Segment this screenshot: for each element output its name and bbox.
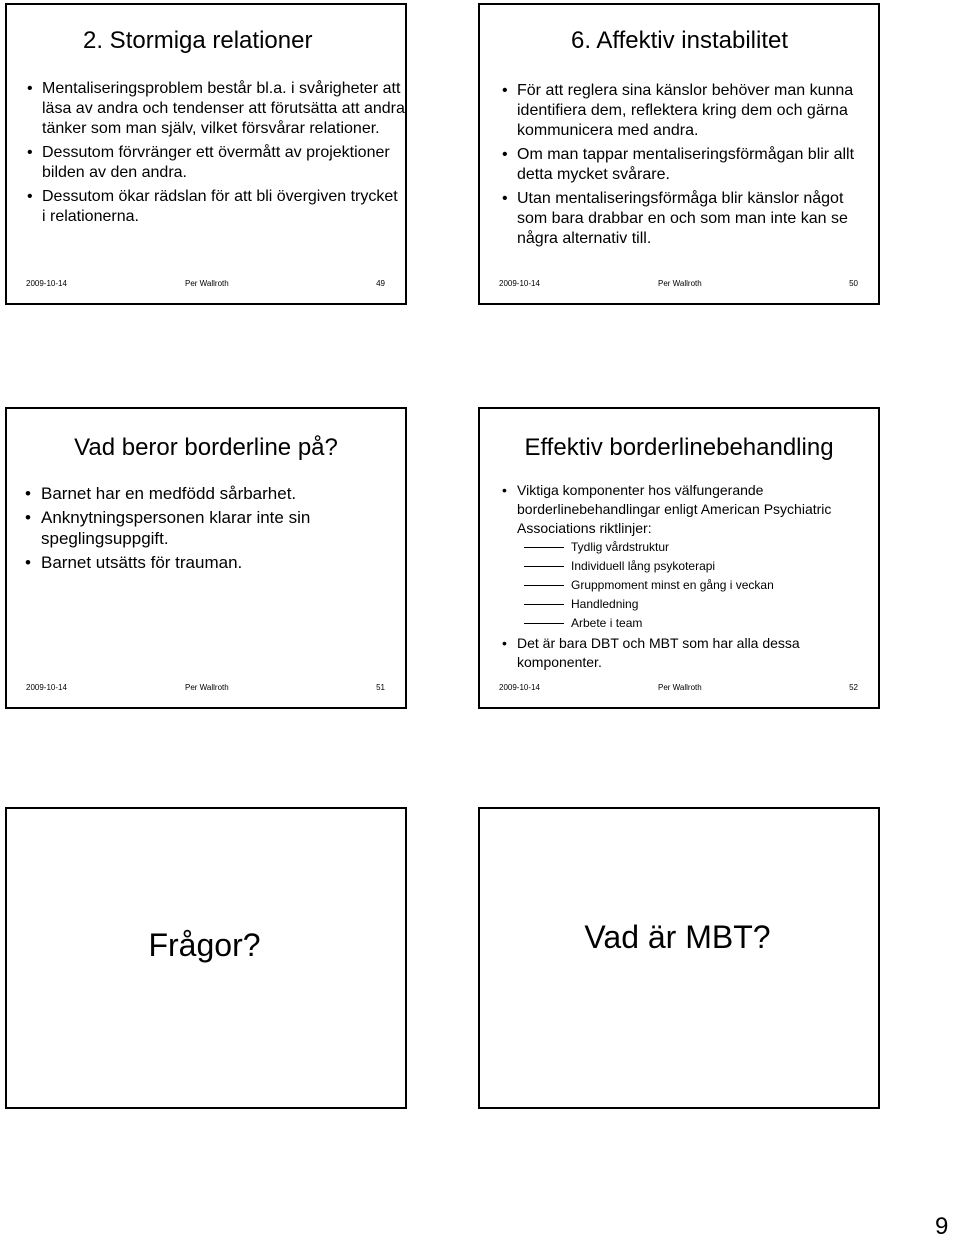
footer-author: Per Wallroth	[185, 683, 229, 692]
bullet-item: • Om man tappar mentaliseringsförmågan blir allt detta mycket svårare.	[502, 146, 855, 183]
slide-footer	[480, 683, 878, 693]
bullet-icon: •	[502, 146, 508, 163]
bullet-icon: •	[25, 553, 31, 572]
bullet-item: • För att reglera sina känslor behöver man kunna identifiera dem, reflektera kring dem och gärna kommunicera med andra.	[502, 82, 854, 139]
sub-bullet-item: Handledning	[517, 596, 878, 612]
page-number: 9	[935, 1213, 949, 1240]
slide-49	[5, 3, 407, 305]
bullet-item: • Anknytningspersonen klarar inte sin speglingsuppgift.	[25, 508, 311, 548]
slide-50	[478, 3, 880, 305]
slide-footer	[7, 683, 405, 693]
bullet-item: • Mentaliseringsproblem består bl.a. i svårigheter att läsa av andra och tendenser att förutsätta att andra tänker som man själv, vilket försvårar relationer.	[27, 80, 405, 137]
bullet-icon: •	[27, 144, 33, 161]
bullet-icon: •	[25, 484, 31, 503]
sub-bullet-item: Individuell lång psykoterapi	[517, 558, 878, 574]
footer-page-number: 50	[849, 279, 858, 288]
footer-date: 2009-10-14	[499, 279, 540, 288]
slide-51	[5, 407, 407, 709]
footer-page-number: 51	[376, 683, 385, 692]
slide-52	[478, 407, 880, 709]
bullet-item: • Viktiga komponenter hos välfungerande borderlinebehandlingar enligt American Psychiatric Associations riktlinjer: Tydlig vårdstruktur Individuell lång psykoterapi Gruppmoment minst en gång i veckan Handledning Arbete i team	[480, 481, 878, 631]
bullet-item: • Barnet har en medfödd sårbarhet.	[25, 484, 297, 503]
bullet-item: • Det är bara DBT och MBT som har alla dessa komponenter.	[502, 635, 800, 670]
footer-page-number: 49	[376, 279, 385, 288]
slide-footer	[7, 279, 405, 289]
footer-author: Per Wallroth	[185, 279, 229, 288]
slide-title: 6. Affektiv instabilitet	[571, 27, 789, 54]
slide-title: Vad beror borderline på?	[74, 434, 338, 461]
bullet-item: • Barnet utsätts för trauman.	[25, 553, 243, 572]
slide-title: Frågor?	[148, 927, 261, 963]
slide-title: 2. Stormiga relationer	[83, 27, 313, 54]
bullet-icon: •	[27, 80, 33, 97]
slide-title: Vad är MBT?	[584, 919, 771, 955]
bullet-list	[480, 481, 878, 674]
bullet-list	[7, 483, 405, 576]
bullet-icon: •	[27, 188, 33, 205]
bullet-list	[7, 79, 405, 231]
slide-questions	[5, 807, 407, 1109]
dash-icon	[524, 566, 564, 567]
footer-author: Per Wallroth	[658, 683, 702, 692]
dash-icon	[524, 623, 564, 624]
footer-author: Per Wallroth	[658, 279, 702, 288]
footer-page-number: 52	[849, 683, 858, 692]
sub-bullet-item: Tydlig vårdstruktur	[517, 539, 878, 555]
slide-what-is-mbt	[478, 807, 880, 1109]
footer-date: 2009-10-14	[26, 279, 67, 288]
bullet-icon: •	[502, 190, 508, 207]
bullet-icon: •	[502, 482, 507, 498]
bullet-icon: •	[25, 508, 31, 527]
bullet-icon: •	[502, 635, 507, 651]
sub-bullet-list	[517, 539, 878, 631]
bullet-item: • Dessutom förvränger ett övermått av projektioner bilden av den andra.	[27, 144, 390, 181]
bullet-list	[480, 81, 878, 253]
sub-bullet-item: Gruppmoment minst en gång i veckan	[517, 577, 878, 593]
dash-icon	[524, 585, 564, 586]
sub-bullet-item: Arbete i team	[517, 615, 878, 631]
footer-date: 2009-10-14	[499, 683, 540, 692]
slide-title: Effektiv borderlinebehandling	[524, 434, 834, 461]
footer-date: 2009-10-14	[26, 683, 67, 692]
bullet-item: • Dessutom ökar rädslan för att bli övergiven trycket i relationerna.	[27, 188, 398, 225]
bullet-icon: •	[502, 82, 508, 99]
dash-icon	[524, 604, 564, 605]
slide-footer	[480, 279, 878, 289]
dash-icon	[524, 547, 564, 548]
bullet-item: • Utan mentaliseringsförmåga blir känslor något som bara drabbar en och som man inte kan se några alternativ till.	[502, 190, 848, 247]
